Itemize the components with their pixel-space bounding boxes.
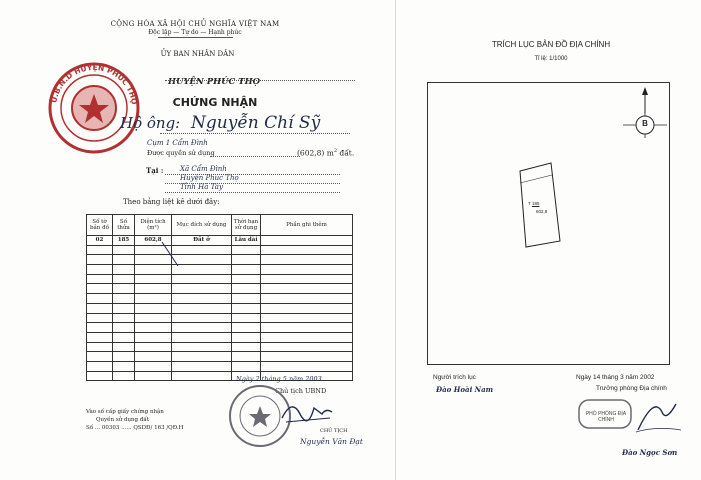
pen-mark bbox=[160, 240, 190, 270]
district-dots bbox=[165, 80, 355, 81]
th-purpose: Mục đích sử dụng bbox=[172, 215, 232, 236]
parcel-number: 185 bbox=[531, 201, 540, 206]
table-row-empty bbox=[87, 323, 353, 333]
table-row-empty bbox=[87, 332, 353, 342]
cell-purpose: Đất ở bbox=[172, 236, 232, 246]
owner-name: Nguyễn Chí Sỹ bbox=[191, 113, 321, 133]
cell-map-sheet: 02 bbox=[87, 236, 113, 246]
th-notes: Phần ghi thêm bbox=[261, 215, 353, 236]
office-stamp-text: PHÓ PHÒNG ĐỊA CHÍNH bbox=[585, 411, 627, 423]
issue-date: Ngày 2 tháng 5 năm 2003 bbox=[236, 375, 322, 383]
location-dots-3 bbox=[165, 192, 340, 193]
national-motto: Độc lập — Tự do — Hạnh phúc bbox=[148, 29, 242, 36]
table-header-row bbox=[87, 215, 353, 236]
committee-label: ỦY BAN NHÂN DÂN bbox=[160, 50, 235, 58]
motto-underline bbox=[158, 37, 233, 38]
table-row-empty bbox=[87, 352, 353, 362]
area-unit-sup: 2 bbox=[333, 148, 338, 154]
certificate-title: CHỨNG NHẬN bbox=[172, 96, 258, 109]
location-lines bbox=[170, 165, 239, 192]
land-right-label: Được quyền sử dụng bbox=[147, 149, 215, 157]
map-frame bbox=[427, 82, 670, 365]
table-row-empty bbox=[87, 342, 353, 352]
table-row-empty bbox=[87, 313, 353, 323]
table-row-empty bbox=[87, 255, 353, 265]
area-suffix: đất. bbox=[339, 148, 355, 158]
cell-term: Lâu dài bbox=[232, 236, 261, 246]
table-row-empty bbox=[87, 284, 353, 294]
table-row-empty bbox=[87, 245, 353, 255]
area-value: (602,8) m bbox=[297, 148, 334, 158]
table-row-empty bbox=[87, 303, 353, 313]
signer-role: CHỦ TỊCH bbox=[320, 428, 348, 434]
table-row bbox=[87, 236, 353, 246]
location-district: Huyện Phúc Thọ bbox=[180, 174, 239, 182]
parcel-table bbox=[86, 214, 353, 381]
signature-stamp bbox=[222, 378, 372, 458]
district-seal-stamp bbox=[44, 58, 144, 158]
map-scale: Tỉ lệ: 1/1000 bbox=[534, 56, 568, 62]
svg-text:U.B.N.D HUYỆN PHÚC THỌ: U.B.N.D HUYỆN PHÚC THỌ bbox=[49, 62, 139, 106]
table-row-empty bbox=[87, 361, 353, 371]
map-title: TRÍCH LỤC BẢN ĐỒ ĐỊA CHÍNH bbox=[491, 40, 611, 49]
district-name: HUYỆN PHÚC THỌ bbox=[168, 77, 261, 87]
extractor-label: Người trích lục bbox=[433, 374, 476, 381]
owner-prefix: Hộ ông: bbox=[120, 114, 181, 132]
office-signer-name: Đào Ngọc Sơn bbox=[622, 448, 678, 457]
republic-header: CỘNG HÒA XÃ HỘI CHỦ NGHĨA VIỆT NAM bbox=[110, 20, 280, 28]
owner-address: Cụm 1 Cẩm Đình bbox=[147, 139, 208, 147]
cell-notes bbox=[261, 236, 353, 246]
location-dots-2 bbox=[165, 183, 340, 184]
map-extract-page bbox=[395, 0, 701, 480]
location-dots-1 bbox=[165, 174, 340, 175]
th-term: Thời hạn sử dụng bbox=[232, 215, 261, 236]
registry-line-2: Quyền sử dụng đất bbox=[96, 417, 149, 423]
signer-name: Nguyễn Văn Đạt bbox=[300, 437, 363, 446]
parcel-map bbox=[428, 83, 669, 364]
table-row-empty bbox=[87, 265, 353, 275]
location-province: Tỉnh Hà Tây bbox=[180, 183, 223, 191]
area-total bbox=[297, 148, 354, 158]
map-date: Ngày 14 tháng 3 năm 2002 bbox=[576, 374, 655, 381]
table-row-empty bbox=[87, 294, 353, 304]
list-intro: Theo bảng liệt kê dưới đây: bbox=[123, 198, 220, 206]
owner-dots bbox=[160, 133, 350, 134]
district-line bbox=[150, 69, 360, 87]
office-label: Trưởng phòng Địa chính bbox=[596, 385, 667, 392]
th-area: Diện tích (m²) bbox=[135, 215, 172, 236]
signer-title: Chủ tịch UBND bbox=[275, 387, 327, 395]
location-label: Tại : bbox=[146, 166, 164, 175]
cell-parcel-no: 185 bbox=[113, 236, 135, 246]
parcel-prefix: T bbox=[528, 201, 531, 206]
location-commune: Xã Cẩm Đình bbox=[180, 165, 227, 173]
parcel-label bbox=[528, 201, 539, 206]
parcel-area: 602,8 bbox=[536, 209, 548, 214]
compass-letter: B bbox=[642, 119, 648, 128]
th-parcel-no: Số thửa bbox=[113, 215, 135, 236]
registry-line-3: Số ... 00303 ...... QSDĐ/ 163 /QĐ.H bbox=[86, 425, 184, 431]
table-row-empty bbox=[87, 274, 353, 284]
owner-line bbox=[120, 113, 350, 133]
land-right-dots bbox=[210, 156, 300, 157]
th-map-sheet: Số tờ bản đồ bbox=[87, 215, 113, 236]
cell-area: 602,8 bbox=[135, 236, 172, 246]
extractor-name: Đào Hoài Nam bbox=[436, 385, 494, 394]
registry-line-1: Vào số cấp giấy chứng nhận bbox=[86, 409, 164, 415]
